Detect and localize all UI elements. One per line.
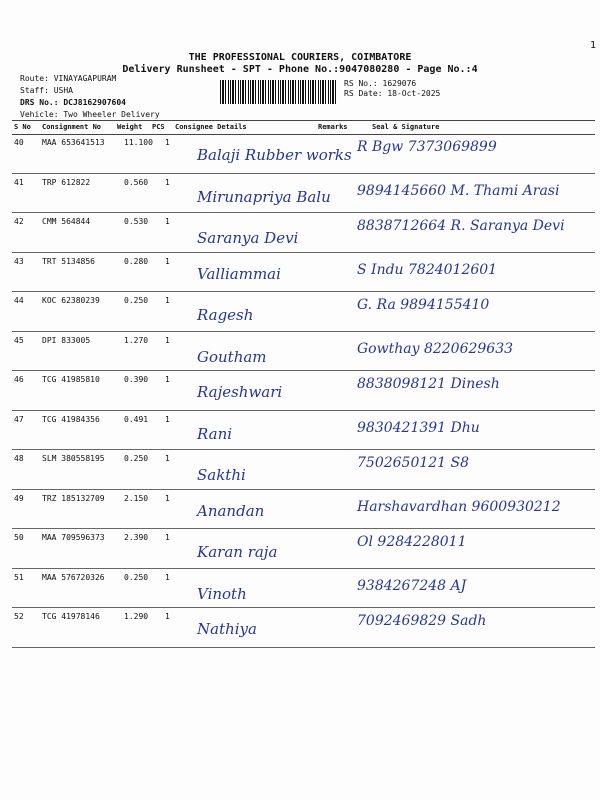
seal-signature: 8838098121 Dinesh bbox=[357, 376, 500, 392]
row-pcs: 1 bbox=[165, 572, 170, 582]
row-weight: 11.100 bbox=[124, 138, 153, 147]
staff-label: Staff: USHA bbox=[20, 86, 73, 95]
row-sno: 46 bbox=[14, 375, 24, 384]
consignee-signature: Balaji Rubber works bbox=[197, 146, 352, 164]
row-consignment: MAA 576720326 bbox=[42, 572, 105, 582]
row-consignment: MAA 709596373 bbox=[42, 533, 105, 542]
table-row bbox=[12, 411, 595, 451]
runsheet-table bbox=[12, 134, 595, 648]
row-weight: 2.150 bbox=[124, 493, 149, 503]
seal-signature: G. Ra 9894155410 bbox=[357, 297, 490, 313]
row-weight: 0.390 bbox=[124, 375, 149, 384]
row-sno: 52 bbox=[14, 612, 24, 621]
row-pcs: 1 bbox=[165, 493, 170, 503]
table-row bbox=[12, 213, 595, 253]
row-consignment: KOC 62380239 bbox=[42, 296, 100, 305]
rs-date: RS Date: 18-Oct-2025 bbox=[344, 89, 441, 98]
col-sno: S No bbox=[14, 123, 31, 131]
row-sno: 50 bbox=[14, 533, 24, 542]
table-row bbox=[12, 292, 595, 332]
consignee-signature: Ragesh bbox=[197, 306, 254, 324]
row-sno: 41 bbox=[14, 177, 24, 187]
col-consignment: Consignment No bbox=[42, 123, 102, 131]
drs-label: DRS No.: DCJ8162907604 bbox=[20, 98, 126, 107]
row-consignment: TRP 612822 bbox=[42, 177, 91, 187]
seal-signature: 7502650121 S8 bbox=[357, 455, 470, 471]
margin-mark: 1 bbox=[589, 40, 596, 51]
seal-signature: 8838712664 R. Saranya Devi bbox=[357, 218, 565, 234]
table-row bbox=[12, 332, 595, 372]
seal-signature: R Bgw 7373069899 bbox=[357, 139, 497, 155]
consignee-signature: Rajeshwari bbox=[197, 383, 283, 401]
seal-signature: 9384267248 AJ bbox=[357, 577, 467, 594]
seal-signature: Harshavardhan 9600930212 bbox=[357, 498, 561, 515]
row-consignment: TCG 41985810 bbox=[42, 375, 100, 384]
row-sno: 42 bbox=[14, 217, 24, 226]
row-pcs: 1 bbox=[165, 177, 170, 187]
seal-signature: 9894145660 M. Thami Arasi bbox=[357, 182, 560, 199]
row-weight: 1.290 bbox=[124, 612, 149, 621]
row-weight: 2.390 bbox=[124, 533, 149, 542]
col-remarks: Remarks bbox=[318, 123, 348, 131]
seal-signature: 7092469829 Sadh bbox=[357, 613, 487, 629]
row-pcs: 1 bbox=[165, 533, 170, 542]
row-sno: 47 bbox=[14, 414, 24, 424]
table-row bbox=[12, 608, 595, 648]
consignee-signature: Anandan bbox=[197, 501, 265, 520]
table-row bbox=[12, 371, 595, 411]
consignee-signature: Mirunapriya Balu bbox=[197, 187, 331, 206]
row-pcs: 1 bbox=[165, 217, 170, 226]
row-weight: 0.491 bbox=[124, 414, 149, 424]
row-pcs: 1 bbox=[165, 138, 170, 147]
row-weight: 0.250 bbox=[124, 572, 149, 582]
col-weight: Weight bbox=[117, 123, 143, 131]
row-sno: 43 bbox=[14, 256, 24, 266]
row-weight: 1.270 bbox=[124, 335, 149, 345]
row-sno: 40 bbox=[14, 138, 24, 147]
runsheet-subtitle: Delivery Runsheet - SPT - Phone No.:9047080280 - Page No.:4 bbox=[122, 64, 478, 75]
table-row bbox=[12, 174, 595, 214]
consignee-signature: Karan raja bbox=[197, 543, 278, 561]
row-pcs: 1 bbox=[165, 335, 170, 345]
table-row bbox=[12, 490, 595, 530]
consignee-signature: Valliammai bbox=[197, 264, 281, 283]
row-pcs: 1 bbox=[165, 375, 170, 384]
row-pcs: 1 bbox=[165, 454, 170, 463]
consignee-signature: Goutham bbox=[197, 347, 267, 366]
consignee-signature: Vinoth bbox=[197, 584, 247, 603]
row-consignment: MAA 653641513 bbox=[42, 138, 105, 147]
row-pcs: 1 bbox=[165, 612, 170, 621]
row-weight: 0.250 bbox=[124, 454, 149, 463]
row-consignment: TRZ 185132709 bbox=[42, 493, 105, 503]
vehicle-label: Vehicle: Two Wheeler Delivery bbox=[20, 110, 160, 119]
rs-number: RS No.: 1629076 bbox=[344, 79, 417, 88]
row-weight: 0.280 bbox=[124, 256, 149, 266]
row-sno: 45 bbox=[14, 335, 24, 345]
col-pcs: PCS bbox=[152, 123, 165, 131]
consignee-signature: Rani bbox=[197, 424, 233, 443]
row-consignment: TCG 41984356 bbox=[42, 414, 100, 424]
seal-signature: S Indu 7824012601 bbox=[357, 261, 498, 278]
row-consignment: CMM 564844 bbox=[42, 217, 91, 226]
row-weight: 0.250 bbox=[124, 296, 149, 305]
row-consignment: SLM 380558195 bbox=[42, 454, 105, 463]
consignee-signature: Sakthi bbox=[197, 466, 246, 484]
consignee-signature: Nathiya bbox=[197, 620, 257, 638]
barcode bbox=[220, 80, 338, 104]
row-pcs: 1 bbox=[165, 414, 170, 424]
table-row bbox=[12, 569, 595, 609]
seal-signature: Ol 9284228011 bbox=[357, 534, 467, 550]
row-sno: 44 bbox=[14, 296, 24, 305]
seal-signature: Gowthay 8220629633 bbox=[357, 340, 514, 357]
table-row bbox=[12, 529, 595, 569]
row-consignment: TCG 41978146 bbox=[42, 612, 100, 621]
row-weight: 0.530 bbox=[124, 217, 149, 226]
row-sno: 49 bbox=[14, 493, 24, 503]
seal-signature: 9830421391 Dhu bbox=[357, 419, 480, 436]
consignee-signature: Saranya Devi bbox=[197, 229, 299, 247]
table-header bbox=[12, 120, 595, 135]
row-weight: 0.560 bbox=[124, 177, 149, 187]
row-pcs: 1 bbox=[165, 256, 170, 266]
table-row bbox=[12, 253, 595, 293]
row-consignment: TRT 5134856 bbox=[42, 256, 95, 266]
route-label: Route: VINAYAGAPURAM bbox=[20, 74, 117, 83]
row-consignment: DPI 833005 bbox=[42, 335, 91, 345]
col-seal: Seal & Signature bbox=[372, 123, 440, 131]
row-sno: 51 bbox=[14, 572, 24, 582]
col-consignee: Consignee Details bbox=[175, 123, 247, 131]
table-row bbox=[12, 450, 595, 490]
company-title: THE PROFESSIONAL COURIERS, COIMBATORE bbox=[188, 52, 412, 63]
row-pcs: 1 bbox=[165, 296, 170, 305]
row-sno: 48 bbox=[14, 454, 24, 463]
table-row bbox=[12, 134, 595, 174]
